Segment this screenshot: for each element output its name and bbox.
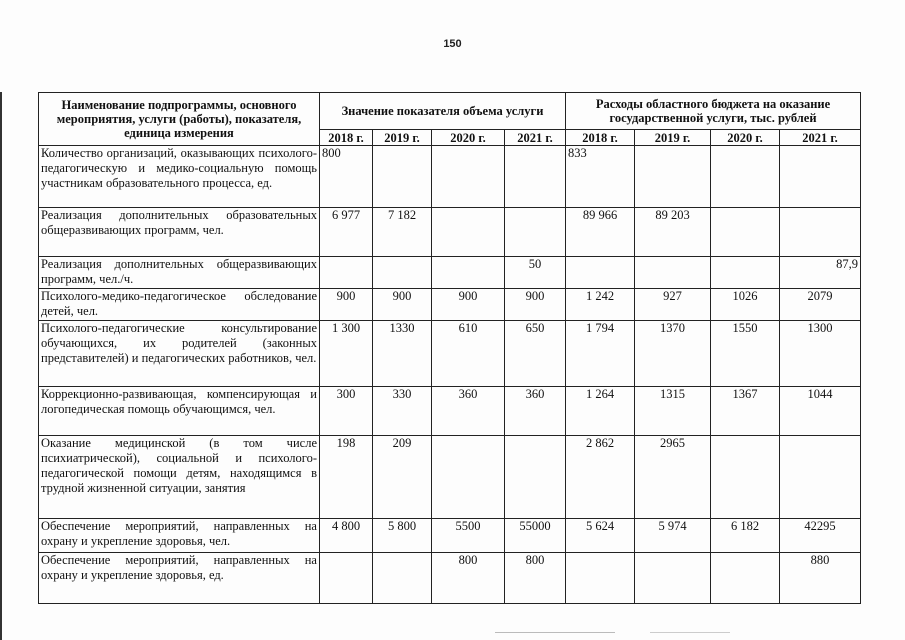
- page-edge-line: [0, 92, 2, 640]
- cell-volume-2021: 900: [505, 289, 566, 321]
- cell-budget-2021: 1300: [780, 321, 861, 387]
- cell-volume-2019: 209: [373, 436, 432, 519]
- cell-budget-2021: [780, 436, 861, 519]
- cell-budget-2021: 42295: [780, 519, 861, 553]
- cell-budget-2018: [566, 257, 635, 289]
- cell-volume-2018: 1 300: [320, 321, 373, 387]
- cell-budget-2020: [711, 257, 780, 289]
- table-row: [39, 257, 861, 289]
- cell-volume-2021: [505, 436, 566, 519]
- cell-budget-2020: 1367: [711, 387, 780, 436]
- cell-budget-2018: 833: [566, 146, 635, 208]
- table-row: [39, 387, 861, 436]
- cell-budget-2019: 1370: [635, 321, 711, 387]
- table-row: [39, 436, 861, 519]
- cell-volume-2019: 1330: [373, 321, 432, 387]
- cell-volume-2021: 650: [505, 321, 566, 387]
- cell-budget-2019: 927: [635, 289, 711, 321]
- year-header: 2020 г.: [711, 130, 780, 146]
- cell-volume-2018: [320, 257, 373, 289]
- cell-budget-2020: [711, 208, 780, 257]
- cell-budget-2019: 5 974: [635, 519, 711, 553]
- cell-budget-2019: 2965: [635, 436, 711, 519]
- scan-artifact-line: [650, 632, 730, 634]
- cell-volume-2020: 5500: [432, 519, 505, 553]
- cell-volume-2020: [432, 208, 505, 257]
- budget-group-header: Расходы областного бюджета на оказание государственной услуги, тыс. рублей: [566, 93, 861, 130]
- cell-volume-2020: 360: [432, 387, 505, 436]
- cell-volume-2020: [432, 257, 505, 289]
- table-row: [39, 289, 861, 321]
- table-row: [39, 519, 861, 553]
- cell-budget-2019: [635, 257, 711, 289]
- name-column-header: Наименование подпрограммы, основного мероприятия, услуги (работы), показателя, единица измерения: [39, 93, 320, 146]
- cell-volume-2018: 300: [320, 387, 373, 436]
- row-name: Оказание медицинской (в том числе психиатрической), социальной и психолого-педагогической помощи детям, находящимся в трудной жизненной ситуации, занятия: [39, 436, 320, 519]
- cell-volume-2018: 800: [320, 146, 373, 208]
- cell-volume-2019: 5 800: [373, 519, 432, 553]
- year-header: 2019 г.: [373, 130, 432, 146]
- scan-artifact-line: [495, 632, 615, 634]
- cell-volume-2019: 7 182: [373, 208, 432, 257]
- cell-budget-2018: 1 794: [566, 321, 635, 387]
- cell-volume-2021: 55000: [505, 519, 566, 553]
- cell-budget-2020: 6 182: [711, 519, 780, 553]
- cell-volume-2021: [505, 146, 566, 208]
- row-name: Обеспечение мероприятий, направленных на охрану и укрепление здоровья, ед.: [39, 553, 320, 604]
- row-name: Количество организаций, оказывающих психолого-педагогическую и медико-социальную помощь участникам образовательного процесса, ед.: [39, 146, 320, 208]
- cell-budget-2019: 89 203: [635, 208, 711, 257]
- row-name: Реализация дополнительных общеразвивающих программ, чел./ч.: [39, 257, 320, 289]
- cell-volume-2019: [373, 553, 432, 604]
- cell-budget-2019: [635, 146, 711, 208]
- row-name: Психолого-педагогические консультирование обучающихся, их родителей (законных представителей) и педагогических работников, чел.: [39, 321, 320, 387]
- budget-table: [38, 92, 861, 604]
- cell-volume-2019: 900: [373, 289, 432, 321]
- row-name: Коррекционно-развивающая, компенсирующая и логопедическая помощь обучающимся, чел.: [39, 387, 320, 436]
- year-header: 2021 г.: [780, 130, 861, 146]
- cell-budget-2018: 1 242: [566, 289, 635, 321]
- page-number: 150: [443, 38, 462, 50]
- year-header: 2020 г.: [432, 130, 505, 146]
- cell-volume-2021: 50: [505, 257, 566, 289]
- cell-volume-2020: [432, 436, 505, 519]
- row-name: Психолого-медико-педагогическое обследование детей, чел.: [39, 289, 320, 321]
- year-header: 2018 г.: [320, 130, 373, 146]
- cell-budget-2021: 880: [780, 553, 861, 604]
- cell-budget-2019: [635, 553, 711, 604]
- cell-volume-2021: [505, 208, 566, 257]
- cell-volume-2019: 330: [373, 387, 432, 436]
- cell-budget-2018: 2 862: [566, 436, 635, 519]
- cell-budget-2021: 1044: [780, 387, 861, 436]
- table-row: [39, 146, 861, 208]
- cell-volume-2020: 800: [432, 553, 505, 604]
- cell-budget-2021: [780, 146, 861, 208]
- row-name: Реализация дополнительных образовательных общеразвивающих программ, чел.: [39, 208, 320, 257]
- year-header: 2019 г.: [635, 130, 711, 146]
- cell-volume-2019: [373, 257, 432, 289]
- cell-budget-2018: 1 264: [566, 387, 635, 436]
- table-row: [39, 321, 861, 387]
- cell-budget-2020: [711, 146, 780, 208]
- cell-volume-2021: 360: [505, 387, 566, 436]
- cell-budget-2021: 2079: [780, 289, 861, 321]
- cell-volume-2018: 4 800: [320, 519, 373, 553]
- cell-volume-2018: 900: [320, 289, 373, 321]
- year-header: 2021 г.: [505, 130, 566, 146]
- cell-budget-2020: 1550: [711, 321, 780, 387]
- cell-volume-2018: 6 977: [320, 208, 373, 257]
- cell-budget-2018: 5 624: [566, 519, 635, 553]
- cell-budget-2020: [711, 436, 780, 519]
- cell-budget-2020: [711, 553, 780, 604]
- cell-budget-2021: [780, 208, 861, 257]
- cell-volume-2020: [432, 146, 505, 208]
- year-header: 2018 г.: [566, 130, 635, 146]
- row-name: Обеспечение мероприятий, направленных на охрану и укрепление здоровья, чел.: [39, 519, 320, 553]
- cell-budget-2021: 87,9: [780, 257, 861, 289]
- cell-budget-2019: 1315: [635, 387, 711, 436]
- cell-budget-2018: 89 966: [566, 208, 635, 257]
- cell-volume-2020: 610: [432, 321, 505, 387]
- cell-volume-2020: 900: [432, 289, 505, 321]
- cell-volume-2018: 198: [320, 436, 373, 519]
- table-row: [39, 208, 861, 257]
- cell-volume-2019: [373, 146, 432, 208]
- volume-group-header: Значение показателя объема услуги: [320, 93, 566, 130]
- cell-volume-2018: [320, 553, 373, 604]
- table-row: [39, 553, 861, 604]
- cell-volume-2021: 800: [505, 553, 566, 604]
- cell-budget-2018: [566, 553, 635, 604]
- cell-budget-2020: 1026: [711, 289, 780, 321]
